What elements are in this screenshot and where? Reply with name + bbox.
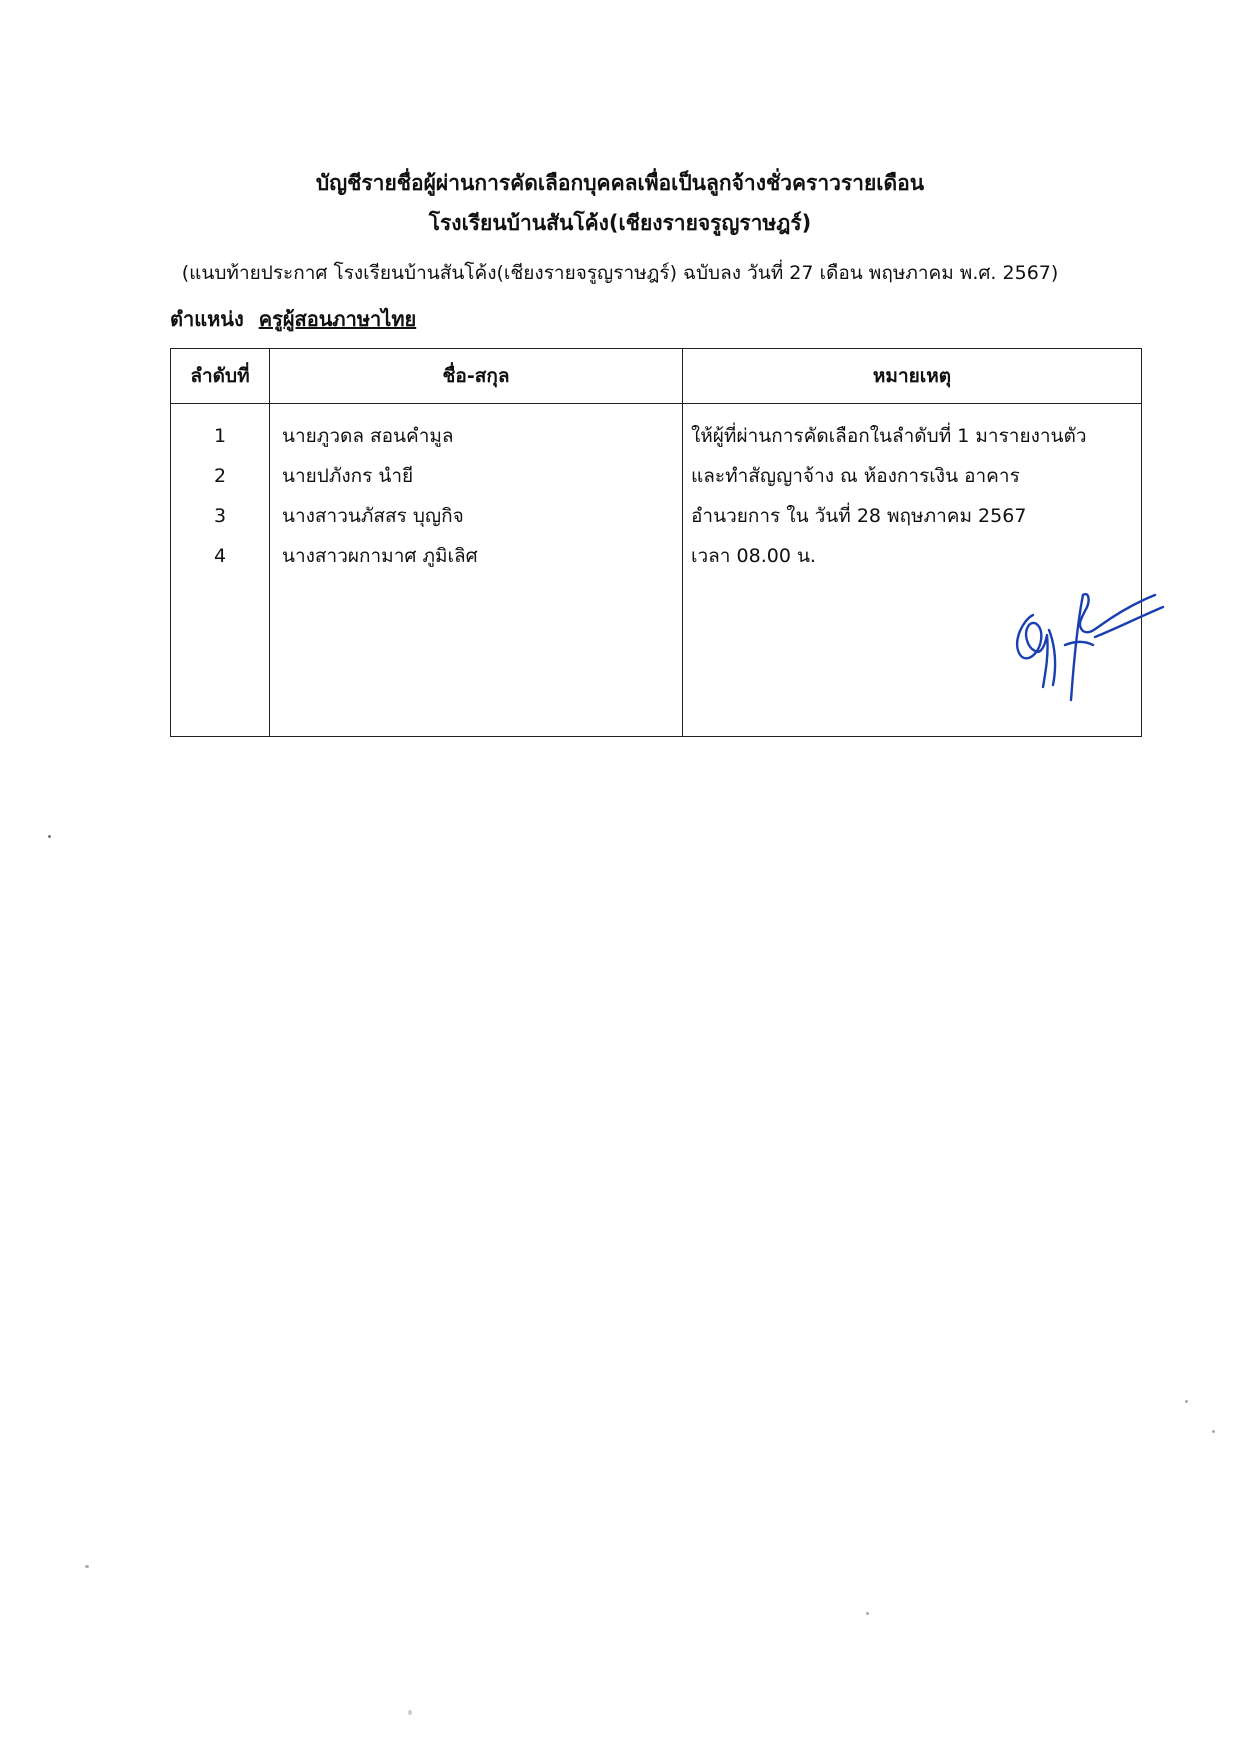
row-no: 3 xyxy=(213,505,227,527)
document-subtitle: (แนบท้ายประกาศ โรงเรียนบ้านสันโค้ง(เชียงรายจรูญราษฎร์) ฉบับลง วันที่ 27 เดือน พฤษภาคม พ.ศ. 2567) xyxy=(181,262,1059,284)
row-name: นายปภังกร นำยี xyxy=(282,465,414,487)
scan-speck xyxy=(1185,1400,1188,1403)
note-line: ให้ผู้ที่ผ่านการคัดเลือกในลำดับที่ 1 มารายงานตัว xyxy=(691,425,1087,447)
row-name: นายภูวดล สอนคำมูล xyxy=(282,425,454,447)
row-name: นางสาวผกามาศ ภูมิเลิศ xyxy=(282,545,478,567)
name-column xyxy=(270,404,683,737)
position-line xyxy=(170,304,416,334)
scan-speck xyxy=(866,1612,869,1615)
position-value: ครูผู้สอนภาษาไทย xyxy=(258,307,417,331)
header-note: หมายเหตุ xyxy=(683,349,1142,404)
note-line: อำนวยการ ใน วันที่ 28 พฤษภาคม 2567 xyxy=(691,505,1027,527)
no-column xyxy=(171,404,270,737)
table-header-row xyxy=(171,349,1142,404)
selection-table xyxy=(170,348,1142,737)
scan-speck xyxy=(48,835,51,838)
table-body-row xyxy=(171,404,1142,737)
scan-speck xyxy=(408,1710,412,1715)
position-label: ตำแหน่ง xyxy=(170,307,244,331)
document-title-line-2: โรงเรียนบ้านสันโค้ง(เชียงรายจรูญราษฎร์) xyxy=(428,211,812,235)
row-no: 2 xyxy=(213,465,227,487)
row-no: 1 xyxy=(213,425,227,447)
row-no: 4 xyxy=(213,545,227,567)
header-no: ลำดับที่ xyxy=(171,349,270,404)
row-name: นางสาวนภัสสร บุญกิจ xyxy=(282,505,464,527)
scan-speck xyxy=(1212,1430,1215,1433)
note-line: และทำสัญญาจ้าง ณ ห้องการเงิน อาคาร xyxy=(691,465,1020,487)
scan-speck xyxy=(85,1565,89,1568)
document-title-line-1: บัญชีรายชื่อผู้ผ่านการคัดเลือกบุคคลเพื่อเป็นลูกจ้างชั่วคราวรายเดือน xyxy=(315,171,925,195)
header-name: ชื่อ-สกุล xyxy=(270,349,683,404)
note-line: เวลา 08.00 น. xyxy=(691,545,816,567)
handwritten-signature xyxy=(1005,585,1170,705)
